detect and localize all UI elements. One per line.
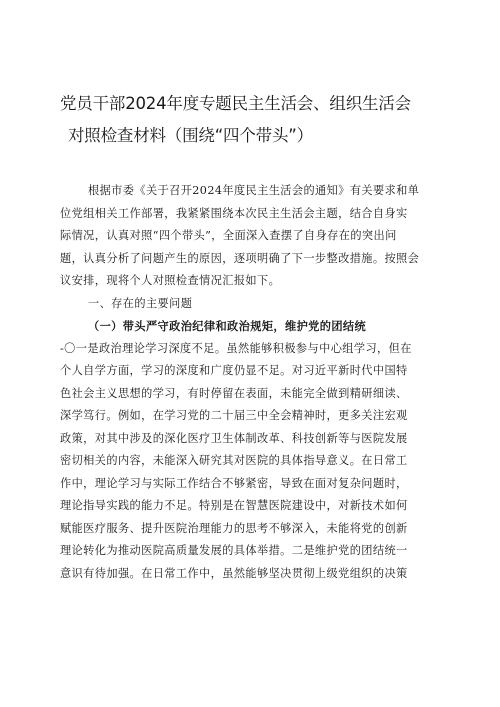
intro-line: 际情况，认真对照“四个带头”，全面深入查摆了自身存在的突出问 — [60, 229, 397, 242]
intro-line: 题，认真分析了问题产生的原因，逐项明确了下一步整改措施。按照会 — [60, 251, 420, 265]
section-heading: 一、存在的主要问题 — [88, 296, 193, 310]
body-line: -〇一是政治理论学习深度不足。虽然能够积极参与中心组学习，但在 — [60, 341, 412, 355]
body-line: 个人自学方面，学习的深度和广度仍显不足。对习近平新时代中国特 — [60, 364, 408, 377]
subsection-heading: （一）带头严守政治纪律和政治规矩，维护党的团结统 — [88, 319, 367, 333]
intro-line: 位党组相关工作部署，我紧紧围绕本次民主生活会主题，结合自身实 — [60, 206, 408, 220]
intro-line: 根据市委《关于召开2024年度民主生活会的通知》有关要求和单 — [88, 184, 420, 197]
body-line: 意识有待加强。在日常工作中，虽然能够坚决贯彻上级党组织的决策 — [60, 566, 408, 580]
body-line: 色社会主义思想的学习，有时停留在表面，未能完全做到精研细读、 — [60, 386, 408, 400]
body-line: 密切相关的内容，未能深入研究其对医院的具体指导意义。在日常工 — [60, 454, 408, 467]
body-line: 政策，对其中涉及的深化医疗卫生体制改革、科技创新等与医院发展 — [60, 431, 408, 445]
body-line: 理论转化为推动医院高质量发展的具体举措。二是维护党的团结统一 — [60, 544, 408, 557]
title-line: 党员干部2024年度专题民主生活会、组织生活会 — [60, 94, 411, 113]
document-body — [60, 180, 450, 585]
body-line: 作中，理论学习与实际工作结合不够紧密，导致在面对复杂问题时， — [60, 476, 408, 490]
title-line: 对照检查材料（围绕“四个带头”） — [68, 126, 313, 145]
intro-line: 议安排，现将个人对照检查情况汇报如下。 — [60, 274, 281, 287]
document-title — [60, 88, 460, 152]
body-line: 理论指导实践的能力不足。特别是在智慧医院建设中，对新技术如何 — [60, 499, 408, 512]
body-line: 赋能医疗服务、提升医院治理能力的思考不够深入，未能将党的创新 — [60, 521, 408, 535]
body-line: 深学笃行。例如，在学习党的二十届三中全会精神时，更多关注宏观 — [60, 409, 408, 422]
